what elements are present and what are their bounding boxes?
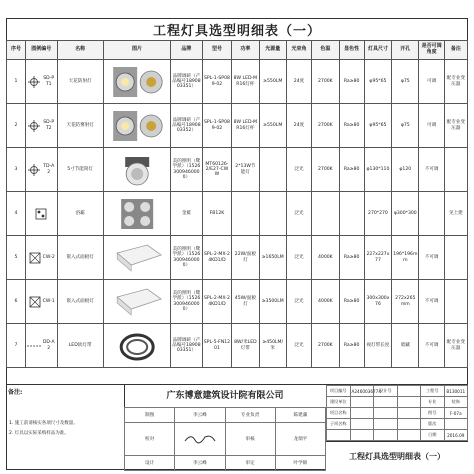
sig-value: 李云峰 xyxy=(175,455,225,470)
cell-no: 2 xyxy=(7,104,26,148)
meta-cell xyxy=(397,430,421,441)
cell-model: SPL-5-FN1201 xyxy=(202,324,231,368)
meta-cell: 建设单位 xyxy=(327,397,351,408)
sig-label: 设计 xyxy=(125,455,175,470)
firm-name: 广东博意建筑设计院有限公司 xyxy=(124,385,327,408)
cell-size: φ95*65 xyxy=(364,60,391,104)
cell-cct: 2700K xyxy=(312,60,339,104)
cell-beam: 泛光 xyxy=(286,236,311,280)
sig-value: 叶学锦 xyxy=(275,455,325,470)
legend-cell xyxy=(25,324,57,368)
bath-heater-symbol-icon xyxy=(34,207,48,221)
cell-remark: 配专业变压器 xyxy=(444,60,467,104)
meta-cell xyxy=(374,408,398,419)
cell-beam: 24度 xyxy=(286,104,311,148)
cell-cct xyxy=(312,192,339,236)
column-header: 光束角 xyxy=(286,41,311,60)
legend-cell xyxy=(25,148,57,192)
cell-cct: 4000K xyxy=(312,280,339,324)
table-row xyxy=(7,60,468,104)
column-header: 序号 xyxy=(7,41,26,60)
cell-remark: 配专业变压器 xyxy=(444,104,467,148)
cell-power: 2*13W节能灯 xyxy=(232,148,259,192)
cell-size: 227x227x77 xyxy=(364,236,391,280)
cell-size: 视灯带长度 xyxy=(364,324,391,368)
cell-cut: φ75 xyxy=(392,60,419,104)
cell-beam: 泛光 xyxy=(286,324,311,368)
sig-value: 龙瑞平 xyxy=(275,423,325,455)
cell-name: 5寸节能筒灯 xyxy=(57,148,103,192)
notes-heading: 备注: xyxy=(8,389,23,396)
cell-no: 7 xyxy=(7,324,26,368)
cell-beam: 泛光 xyxy=(286,148,311,192)
cell-cct: 2700K xyxy=(312,324,339,368)
cell-brand: 美的照明（鹭学派）（15263009460000） xyxy=(171,236,203,280)
legend-cell xyxy=(25,236,57,280)
meta-cell xyxy=(350,408,374,419)
cell-remark: 见土建 xyxy=(444,192,467,236)
cell-power: 22W/面板灯 xyxy=(232,236,259,280)
table-row xyxy=(7,148,468,192)
sig-label: 审定 xyxy=(225,455,275,470)
cell-no: 5 xyxy=(7,236,26,280)
cell-brand: 品牌调研（产品编号1890803351） xyxy=(171,324,203,368)
product-photo xyxy=(105,63,169,101)
cell-name: 嵌入式面板灯 xyxy=(57,236,103,280)
cell-adjust: 不可调 xyxy=(419,324,444,368)
cell-cri: Ra≥80 xyxy=(339,60,364,104)
table-row xyxy=(7,104,468,148)
table-header-row xyxy=(7,41,468,60)
meta-cell xyxy=(397,386,421,397)
lighting-spec-table xyxy=(6,40,468,368)
meta-cell: 日期 xyxy=(421,430,445,441)
meta-cell xyxy=(444,419,468,430)
product-photo xyxy=(105,239,169,277)
cell-cct: 2700K xyxy=(312,104,339,148)
downlight-symbol-icon xyxy=(27,119,41,133)
cell-model: SPL-2-MX-24KD1/D xyxy=(202,236,231,280)
cell-model: FB12K xyxy=(202,192,231,236)
meta-cell: 子项名称 xyxy=(327,419,351,430)
column-header: 灯具尺寸 xyxy=(364,41,391,60)
cell-model: SPL-2-MX-24KD1/D xyxy=(202,280,231,324)
cell-name: 天花防射灯 xyxy=(57,60,103,104)
cell-lumen: ≥550LM xyxy=(259,104,286,148)
column-header: 品牌 xyxy=(171,41,203,60)
meta-cell xyxy=(350,419,374,430)
page-title: 工程灯具选型明细表（一） xyxy=(152,24,321,39)
meta-cell: 工程号 xyxy=(421,386,445,397)
column-header: 图例编号 xyxy=(25,41,57,60)
cell-cri: Ra≥80 xyxy=(339,104,364,148)
title-block xyxy=(6,384,468,471)
led-strip-symbol-icon xyxy=(27,339,41,353)
table-row xyxy=(7,236,468,280)
meta-cell xyxy=(397,408,421,419)
meta-cell: 项目名称 xyxy=(327,408,351,419)
product-photo xyxy=(105,195,169,233)
cell-lumen: ≥1650LM xyxy=(259,236,286,280)
legend-code: CW-2 xyxy=(42,254,55,260)
meta-cell xyxy=(350,430,374,441)
sig-label: 制图 xyxy=(125,408,175,423)
sig-label: 专业负责 xyxy=(225,408,275,423)
cell-no: 3 xyxy=(7,148,26,192)
column-header: 备注 xyxy=(444,41,467,60)
column-header: 名称 xyxy=(57,41,103,60)
meta-cell xyxy=(397,419,421,430)
cell-beam: 泛光 xyxy=(286,280,311,324)
legend-cell xyxy=(25,104,57,148)
cell-cri: Ra≥80 xyxy=(339,148,364,192)
note-line: 2. 灯具以实际采购样品为准。 xyxy=(9,431,69,436)
legend-code: CW-1 xyxy=(42,298,55,304)
sig-value: 陈建藩 xyxy=(275,408,325,423)
meta-cell xyxy=(374,419,398,430)
photo-cell xyxy=(103,60,170,104)
cell-adjust: 不可调 xyxy=(419,236,444,280)
cell-adjust: 可调 xyxy=(419,60,444,104)
cell-cut: 272x265mm xyxy=(392,280,419,324)
cell-cri xyxy=(339,192,364,236)
cell-cut: φ300*300 xyxy=(392,192,419,236)
legend-code: SD-PT2 xyxy=(43,120,55,131)
cell-adjust xyxy=(419,192,444,236)
cell-lumen: ≥550LM xyxy=(259,60,286,104)
meta-cell: 图号 xyxy=(421,408,445,419)
cell-name: LED软灯带 xyxy=(57,324,103,368)
panel-light-symbol-icon xyxy=(28,251,42,265)
cell-no: 4 xyxy=(7,192,26,236)
meta-cell xyxy=(327,430,351,441)
cell-adjust: 不可调 xyxy=(419,148,444,192)
cell-model: SPL-1-SP089-02 xyxy=(202,104,231,148)
cell-remark xyxy=(444,236,467,280)
column-header: 光源量 xyxy=(259,41,286,60)
product-photo xyxy=(105,327,169,365)
meta-cell: 2016.09 xyxy=(444,430,468,441)
table-row xyxy=(7,324,468,368)
photo-cell xyxy=(103,236,170,280)
column-header: 图片 xyxy=(103,41,170,60)
product-photo xyxy=(105,107,169,145)
product-photo xyxy=(105,151,169,189)
cell-lumen: ≥3500LM xyxy=(259,280,286,324)
cell-power xyxy=(232,192,259,236)
cell-cut: 196*196mm xyxy=(392,236,419,280)
table-row xyxy=(7,192,468,236)
cell-beam: 泛光 xyxy=(286,192,311,236)
legend-cell xyxy=(25,280,57,324)
panel-light-symbol-icon xyxy=(28,295,42,309)
meta-cell xyxy=(374,397,398,408)
cell-size: φ95*65 xyxy=(364,104,391,148)
legend-code: TD-A2 xyxy=(43,164,55,175)
cell-name: 天花防雾射灯 xyxy=(57,104,103,148)
cell-cri: Ra≥80 xyxy=(339,236,364,280)
handwritten-signature-icon xyxy=(183,431,217,445)
meta-cell: 设计号 xyxy=(374,386,398,397)
cell-remark: 配专业变压器 xyxy=(444,324,467,368)
downlight-symbol-icon xyxy=(27,163,41,177)
sig-label: 审核 xyxy=(225,423,275,455)
cell-cri: Ra≥80 xyxy=(339,324,364,368)
cell-remark xyxy=(444,280,467,324)
photo-cell xyxy=(103,192,170,236)
cell-size: 270*270 xyxy=(364,192,391,236)
photo-cell xyxy=(103,148,170,192)
downlight-symbol-icon xyxy=(27,75,41,89)
cell-no: 6 xyxy=(7,280,26,324)
sig-label: 校对 xyxy=(125,423,175,455)
cell-cut: 暗藏 xyxy=(392,324,419,368)
cell-cct: 4000K xyxy=(312,236,339,280)
cell-no: 1 xyxy=(7,60,26,104)
legend-cell xyxy=(25,192,57,236)
cell-beam: 24度 xyxy=(286,60,311,104)
cell-brand: 品牌调研（产品编号1890803352） xyxy=(171,104,203,148)
legend-cell xyxy=(25,60,57,104)
meta-cell xyxy=(397,397,421,408)
cell-name: 浴霸 xyxy=(57,192,103,236)
cell-size: 300x300x76 xyxy=(364,280,391,324)
column-header: 功率 xyxy=(232,41,259,60)
cell-name: 嵌入式面板灯 xyxy=(57,280,103,324)
meta-cell xyxy=(350,397,374,408)
column-header: 型号 xyxy=(202,41,231,60)
cell-cut: φ75 xyxy=(392,104,419,148)
photo-cell xyxy=(103,324,170,368)
product-photo xyxy=(105,283,169,321)
cell-model: SPL-1-SP089-02 xyxy=(202,60,231,104)
cell-model: MT60126-2/E27-CWW xyxy=(202,148,231,192)
sig-value: 李云峰 xyxy=(175,408,225,423)
meta-cell: 专业 xyxy=(421,397,445,408)
cell-power: 8W LED-MR16灯杯 xyxy=(232,60,259,104)
meta-cell: A2460036774 xyxy=(350,386,374,397)
cell-power: 45W/面板灯 xyxy=(232,280,259,324)
table-row xyxy=(7,280,468,324)
meta-cell: 项目编号 xyxy=(327,386,351,397)
cell-lumen xyxy=(259,148,286,192)
column-header: 显色性 xyxy=(339,41,364,60)
column-header: 是否可调角度 xyxy=(419,41,444,60)
signature-block xyxy=(124,407,327,471)
cell-lumen: ≥450LM/米 xyxy=(259,324,286,368)
cell-brand: 美的照明（鹭学派）（15263009460000） xyxy=(171,148,203,192)
cell-remark xyxy=(444,148,467,192)
cell-brand: 金鲨 xyxy=(171,192,203,236)
cell-cri: Ra≥80 xyxy=(339,280,364,324)
cell-power: 8W LED-MR16灯杯 xyxy=(232,104,259,148)
column-header: 色温 xyxy=(312,41,339,60)
meta-cell: F-07a xyxy=(444,408,468,419)
cell-lumen xyxy=(259,192,286,236)
cell-adjust: 可调 xyxy=(419,104,444,148)
sig-value xyxy=(175,423,225,455)
legend-code: DD-A2 xyxy=(42,340,55,351)
legend-code: SD-PT1 xyxy=(43,76,55,87)
photo-cell xyxy=(103,104,170,148)
notes-panel xyxy=(6,385,125,471)
photo-cell xyxy=(103,280,170,324)
cell-cut: φ120 xyxy=(392,148,419,192)
meta-cell: 版次 xyxy=(421,419,445,430)
cell-brand: 美的照明（鹭学派）（15263009460000） xyxy=(171,280,203,324)
column-header: 开孔 xyxy=(392,41,419,60)
meta-cell: B130011 xyxy=(444,386,468,397)
meta-cell xyxy=(374,430,398,441)
cell-power: 8W/米LED灯带 xyxy=(232,324,259,368)
cell-adjust: 不可调 xyxy=(419,280,444,324)
drawing-title: 工程灯具选型明细表（一） xyxy=(326,441,468,472)
note-line: 1. 施工前请核实各项尺寸及数量。 xyxy=(9,421,78,426)
cell-brand: 品牌调研（产品编号1890803351） xyxy=(171,60,203,104)
meta-cell: 装饰 xyxy=(444,397,468,408)
cell-size: φ130*110 xyxy=(364,148,391,192)
cell-cct: 2700K xyxy=(312,148,339,192)
